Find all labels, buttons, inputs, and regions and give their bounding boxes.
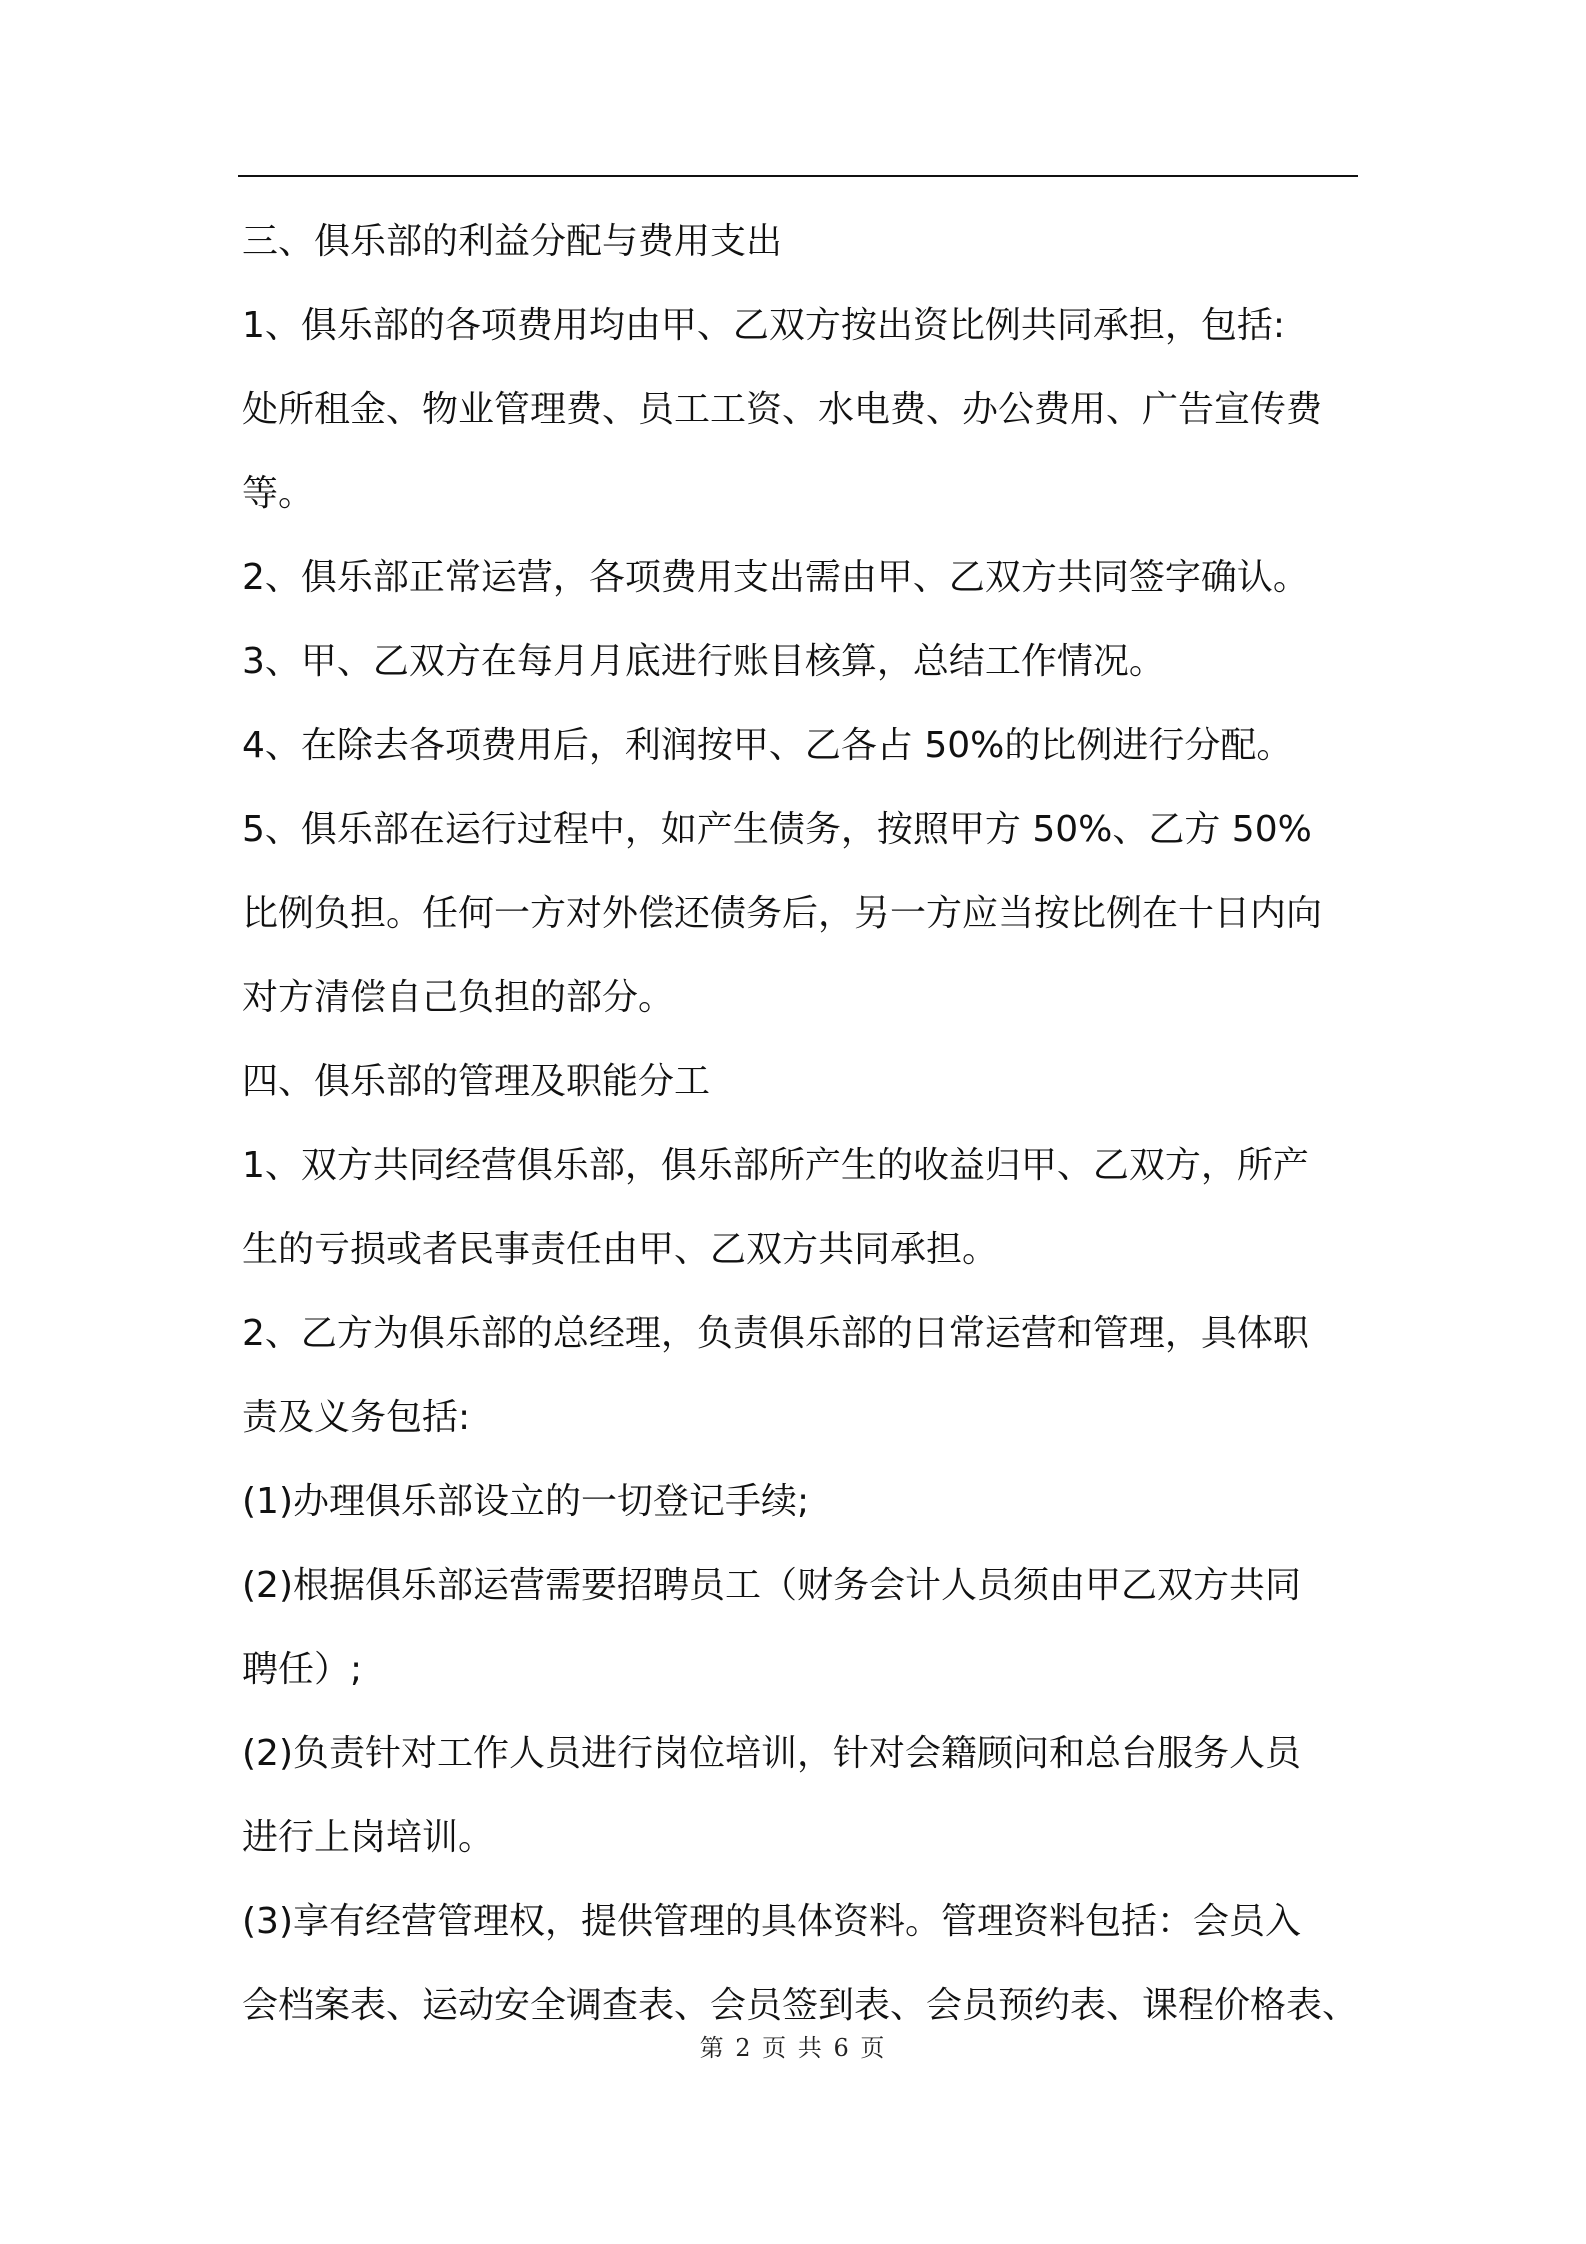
- section-heading: 三、俱乐部的利益分配与费用支出: [242, 221, 783, 262]
- text-line: 会档案表、运动安全调查表、会员签到表、会员预约表、课程价格表、: [242, 1985, 1359, 2026]
- text-line: 聘任）;: [242, 1649, 363, 1690]
- text-line: (1)办理俱乐部设立的一切登记手续;: [242, 1481, 810, 1522]
- section-heading: 四、俱乐部的管理及职能分工: [242, 1061, 711, 1102]
- text-line: 5、俱乐部在运行过程中，如产生债务，按照甲方 50%、乙方 50%: [242, 809, 1312, 850]
- text-line: 比例负担。任何一方对外偿还债务后，另一方应当按比例在十日内向: [242, 893, 1323, 934]
- text-line: 等。: [242, 473, 315, 514]
- text-line: 1、双方共同经营俱乐部，俱乐部所产生的收益归甲、乙双方，所产: [242, 1145, 1309, 1186]
- text-line: 2、乙方为俱乐部的总经理，负责俱乐部的日常运营和管理，具体职: [242, 1313, 1309, 1354]
- text-line: (3)享有经营管理权，提供管理的具体资料。管理资料包括：会员入: [242, 1901, 1301, 1942]
- text-line: (2)根据俱乐部运营需要招聘员工（财务会计人员须由甲乙双方共同: [242, 1565, 1301, 1606]
- text-line: 3、甲、乙双方在每月月底进行账目核算，总结工作情况。: [242, 641, 1165, 682]
- page-number-footer: 第 2 页 共 6 页: [699, 2034, 887, 2062]
- text-line: 1、俱乐部的各项费用均由甲、乙双方按出资比例共同承担，包括:: [242, 305, 1286, 346]
- text-line: 处所租金、物业管理费、员工工资、水电费、办公费用、广告宣传费: [242, 389, 1323, 430]
- text-line: 生的亏损或者民事责任由甲、乙双方共同承担。: [242, 1229, 999, 1270]
- text-line: 责及义务包括:: [242, 1397, 471, 1438]
- text-line: (2)负责针对工作人员进行岗位培训，针对会籍顾问和总台服务人员: [242, 1733, 1301, 1774]
- text-line: 对方清偿自己负担的部分。: [242, 977, 675, 1018]
- header-rule: [238, 175, 1358, 177]
- document-body: [242, 200, 1362, 2048]
- text-line: 2、俱乐部正常运营，各项费用支出需由甲、乙双方共同签字确认。: [242, 557, 1309, 598]
- text-line: 进行上岗培训。: [242, 1817, 495, 1858]
- text-line: 4、在除去各项费用后，利润按甲、乙各占 50%的比例进行分配。: [242, 725, 1293, 766]
